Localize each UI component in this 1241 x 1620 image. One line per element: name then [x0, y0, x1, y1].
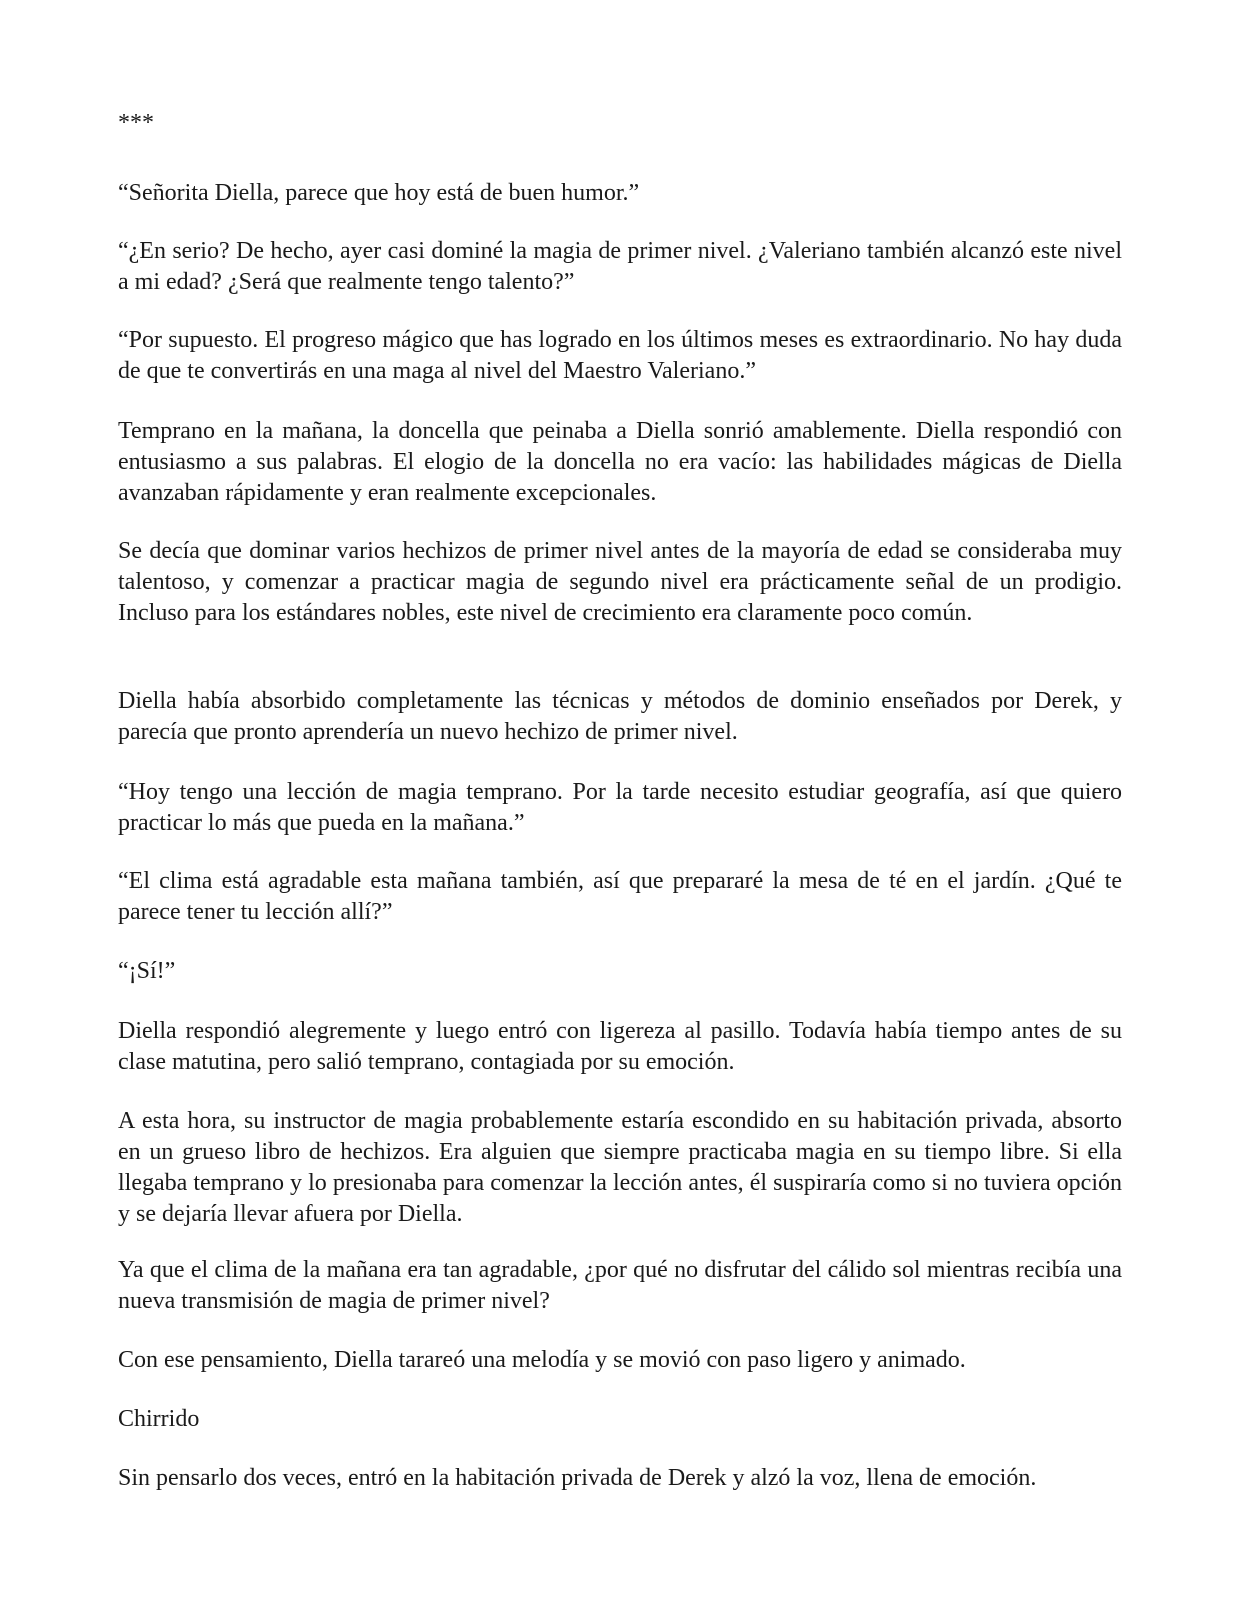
- paragraph-13: Con ese pensamiento, Diella tarareó una melodía y se movió con paso ligero y animado.: [118, 1347, 966, 1373]
- paragraph-4: Temprano en la mañana, la doncella que peinaba a Diella sonrió amablemente. Diella respondió con entusiasmo a sus palabras. El elogio de la doncella no era vacío: las habilidades mágicas de Diella avanzaban rápidamente y eran realmente excepcionales.: [118, 418, 1122, 506]
- paragraph-8: “El clima está agradable esta mañana también, así que prepararé la mesa de té en el jardín. ¿Qué te parece tener tu lección allí?”: [118, 868, 1122, 925]
- paragraph-2: “¿En serio? De hecho, ayer casi dominé la magia de primer nivel. ¿Valeriano también alcanzó este nivel a mi edad? ¿Será que realmente tengo talento?”: [118, 238, 1122, 295]
- paragraph-7: “Hoy tengo una lección de magia temprano. Por la tarde necesito estudiar geografía, así que quiero practicar lo más que pueda en la mañana.”: [118, 779, 1122, 836]
- paragraph-15: Sin pensarlo dos veces, entró en la habitación privada de Derek y alzó la voz, llena de emoción.: [118, 1465, 1037, 1491]
- scene-separator: ***: [118, 110, 154, 136]
- paragraph-10: Diella respondió alegremente y luego entró con ligereza al pasillo. Todavía había tiempo antes de su clase matutina, pero salió temprano, contagiada por su emoción.: [118, 1018, 1122, 1075]
- paragraph-12: Ya que el clima de la mañana era tan agradable, ¿por qué no disfrutar del cálido sol mientras recibía una nueva transmisión de magia de primer nivel?: [118, 1257, 1122, 1314]
- paragraph-11: A esta hora, su instructor de magia probablemente estaría escondido en su habitación privada, absorto en un grueso libro de hechizos. Era alguien que siempre practicaba magia en su tiempo libre. Si ella llegaba temprano y lo presionaba para comenzar la lección antes, él suspiraría como si no tuviera opción y se dejaría llevar afuera por Diella.: [118, 1108, 1122, 1227]
- paragraph-9: “¡Sí!”: [118, 958, 176, 984]
- paragraph-5: Se decía que dominar varios hechizos de primer nivel antes de la mayoría de edad se consideraba muy talentoso, y comenzar a practicar magia de segundo nivel era prácticamente señal de un prodigio. Incluso para los estándares nobles, este nivel de crecimiento era claramente poco común.: [118, 538, 1122, 626]
- paragraph-14: Chirrido: [118, 1406, 200, 1432]
- paragraph-1: “Señorita Diella, parece que hoy está de buen humor.”: [118, 180, 640, 206]
- paragraph-6: Diella había absorbido completamente las técnicas y métodos de dominio enseñados por Derek, y parecía que pronto aprendería un nuevo hechizo de primer nivel.: [118, 688, 1122, 745]
- paragraph-3: “Por supuesto. El progreso mágico que has logrado en los últimos meses es extraordinario. No hay duda de que te convertirás en una maga al nivel del Maestro Valeriano.”: [118, 327, 1122, 384]
